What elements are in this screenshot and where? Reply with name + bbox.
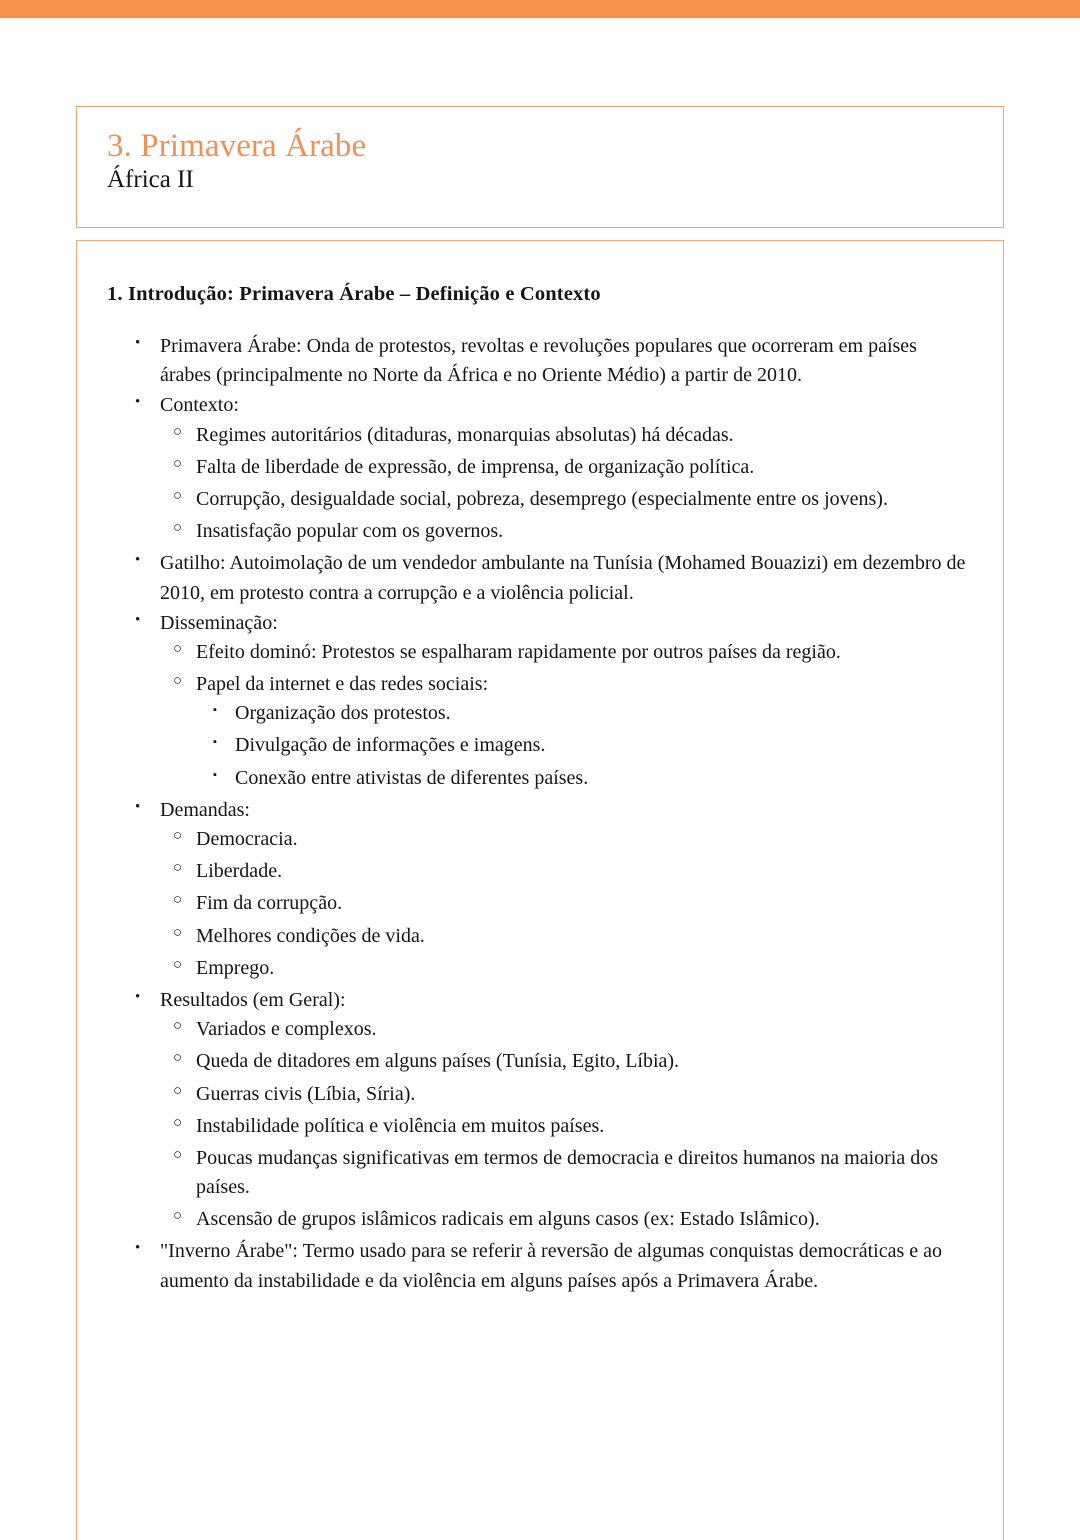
page-subtitle: África II bbox=[107, 165, 194, 193]
list-item bbox=[173, 1015, 969, 1044]
list-item bbox=[173, 517, 969, 546]
list-item bbox=[173, 1205, 969, 1234]
outline-list-root bbox=[107, 332, 969, 1296]
list-item-text: Fim da corrupção. bbox=[196, 892, 343, 915]
list-item bbox=[173, 1144, 969, 1202]
list-item-text: Conexão entre ativistas de diferentes países. bbox=[235, 766, 589, 789]
list-item bbox=[173, 1112, 969, 1141]
bullet-marker-icon: • bbox=[135, 1240, 141, 1257]
list-item bbox=[135, 332, 969, 390]
list-item bbox=[135, 986, 969, 1235]
outline-level-2 bbox=[135, 1015, 969, 1234]
bullet-marker-icon: ○ bbox=[173, 828, 183, 844]
list-item-text: Demandas: bbox=[160, 798, 250, 821]
list-item-text: Corrupção, desigualdade social, pobreza, desemprego (especialmente entre os jovens). bbox=[196, 487, 888, 510]
list-item bbox=[135, 549, 969, 607]
list-item bbox=[173, 670, 969, 793]
bullet-marker-icon: ○ bbox=[173, 956, 183, 973]
list-item-text: Divulgação de informações e imagens. bbox=[235, 734, 546, 757]
section-heading: 1. Introdução: Primavera Árabe – Definição e Contexto bbox=[107, 283, 601, 305]
list-item bbox=[173, 421, 969, 450]
list-item bbox=[173, 1080, 969, 1109]
bullet-marker-icon: ○ bbox=[173, 924, 183, 941]
list-item bbox=[135, 609, 969, 793]
bullet-marker-icon: • bbox=[135, 335, 141, 351]
list-item-text: "Inverno Árabe": Termo usado para se referir à reversão de algumas conquistas democráticas e ao aumento da instabilidade e da violência em alguns países após a Primavera Árabe. bbox=[160, 1240, 943, 1292]
outline-level-1 bbox=[107, 332, 969, 1296]
list-item-text: Queda de ditadores em alguns países (Tunísia, Egito, Líbia). bbox=[196, 1050, 680, 1073]
list-item-text: Gatilho: Autoimolação de um vendedor ambulante na Tunísia (Mohamed Bouazizi) em dezembro de 2010, em protesto contra a corrupção e a violência policial. bbox=[160, 552, 966, 604]
list-item bbox=[135, 1237, 969, 1295]
list-item-text: Papel da internet e das redes sociais: bbox=[196, 673, 489, 696]
list-item bbox=[135, 391, 969, 546]
list-item-text: Organização dos protestos. bbox=[235, 702, 451, 725]
list-item bbox=[173, 825, 969, 854]
bullet-marker-icon: • bbox=[135, 988, 141, 1005]
top-accent-band bbox=[0, 0, 1080, 18]
list-item-text: Democracia. bbox=[196, 828, 298, 850]
list-item bbox=[213, 699, 969, 728]
bullet-marker-icon: ○ bbox=[173, 673, 183, 690]
list-item bbox=[173, 954, 969, 983]
bullet-marker-icon: • bbox=[135, 611, 141, 628]
outline-level-2 bbox=[135, 421, 969, 547]
bullet-marker-icon: ○ bbox=[173, 1050, 183, 1067]
bullet-marker-icon: ○ bbox=[173, 1146, 183, 1163]
list-item bbox=[173, 1047, 969, 1076]
list-item-text: Emprego. bbox=[196, 956, 275, 979]
document-page bbox=[0, 18, 1080, 1528]
bullet-marker-icon: • bbox=[135, 552, 141, 569]
list-item-text: Regimes autoritários (ditaduras, monarquias absolutas) há décadas. bbox=[196, 423, 734, 446]
bullet-marker-icon: ○ bbox=[173, 487, 183, 504]
list-item-text: Poucas mudanças significativas em termos de democracia e direitos humanos na maioria dos países. bbox=[196, 1146, 939, 1199]
list-item bbox=[173, 857, 969, 886]
list-item-text: Melhores condições de vida. bbox=[196, 924, 425, 947]
list-item-text: Insatisfação popular com os governos. bbox=[196, 520, 504, 543]
bullet-marker-icon: ○ bbox=[173, 423, 183, 440]
content-box bbox=[76, 240, 1004, 1540]
outline-level-2 bbox=[135, 825, 969, 983]
list-item-text: Contexto: bbox=[160, 394, 239, 417]
list-item-text: Variados e complexos. bbox=[196, 1018, 377, 1041]
list-item bbox=[173, 889, 969, 918]
outline-level-2 bbox=[135, 638, 969, 793]
bullet-marker-icon: ○ bbox=[173, 1082, 183, 1099]
bullet-marker-icon: ○ bbox=[173, 1114, 183, 1131]
list-item bbox=[173, 453, 969, 482]
list-item bbox=[213, 764, 969, 793]
list-item bbox=[173, 922, 969, 951]
list-item-text: Falta de liberdade de expressão, de imprensa, de organização política. bbox=[196, 455, 755, 478]
list-item bbox=[135, 796, 969, 983]
bullet-marker-icon: ○ bbox=[173, 860, 183, 877]
bullet-marker-icon: ○ bbox=[173, 455, 183, 472]
bullet-marker-icon: ○ bbox=[173, 1208, 183, 1225]
outline-level-3 bbox=[173, 699, 969, 793]
page-title: 3. Primavera Árabe bbox=[107, 128, 367, 164]
list-item bbox=[173, 638, 969, 667]
list-item-text: Primavera Árabe: Onda de protestos, revoltas e revoluções populares que ocorreram em países árabes (principalmente no Norte da África e no Oriente Médio) a partir de 2010. bbox=[160, 335, 917, 387]
bullet-marker-icon: ▪ bbox=[213, 736, 217, 749]
bullet-marker-icon: ○ bbox=[173, 1018, 183, 1035]
list-item-text: Efeito dominó: Protestos se espalharam rapidamente por outros países da região. bbox=[196, 640, 841, 663]
bullet-marker-icon: ○ bbox=[173, 892, 183, 909]
bullet-marker-icon: • bbox=[135, 394, 141, 411]
list-item-text: Guerras civis (Líbia, Síria). bbox=[196, 1082, 416, 1105]
bullet-marker-icon: ○ bbox=[173, 520, 183, 537]
list-item bbox=[213, 731, 969, 760]
title-box bbox=[76, 106, 1004, 228]
list-item-text: Ascensão de grupos islâmicos radicais em alguns casos (ex: Estado Islâmico). bbox=[196, 1208, 820, 1231]
bullet-marker-icon: ▪ bbox=[213, 768, 217, 781]
bullet-marker-icon: • bbox=[135, 798, 141, 815]
list-item-text: Liberdade. bbox=[196, 860, 283, 883]
list-item-text: Resultados (em Geral): bbox=[160, 988, 346, 1011]
list-item-text: Disseminação: bbox=[160, 611, 278, 634]
bullet-marker-icon: ○ bbox=[173, 640, 183, 657]
list-item bbox=[173, 485, 969, 514]
bullet-marker-icon: ▪ bbox=[213, 704, 217, 717]
list-item-text: Instabilidade política e violência em muitos países. bbox=[196, 1114, 605, 1137]
